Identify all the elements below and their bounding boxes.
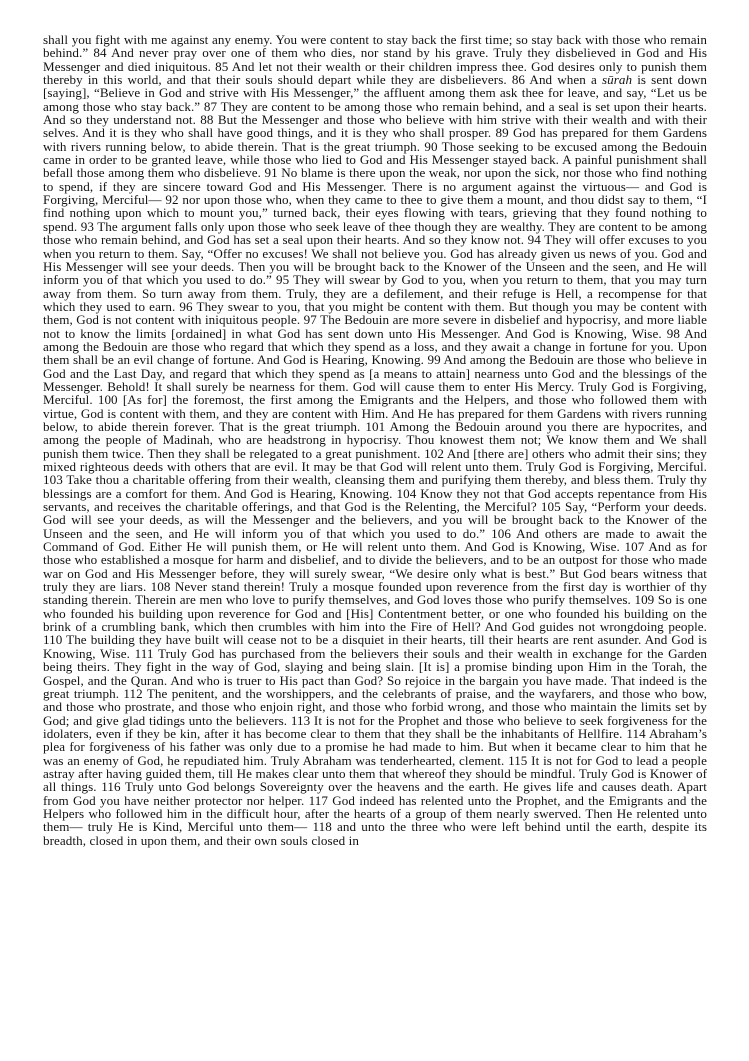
body-paragraph [43,33,707,847]
body-text-before-italic: shall you fight with me against any enemy. You were content to stay back the first time; so stay back with those who remain behind.” 84 And never pray over one of them who dies, nor stand by his grave. Truly they disbelieved in God and His Messenger and died iniquitous. 85 And let not their wealth or their children impress thee. God desires only to punish them thereby in this world, and that their souls should depart while they are disbelievers. 86 And when a [43,32,707,88]
italic-transliterated-term: sūrah [601,72,633,88]
body-text-after-italic: is sent down [saying], “Believe in God and strive with His Messenger,” the affluent among them ask thee for leave, and say, “Let us be among those who stay back.” 87 They are content to be among those who remain behind, and a seal is set upon their hearts. And so they understand not. 88 But the Messenger and those who believe with him strive with their wealth and with their selves. And it is they who shall have good things, and it is they who shall prosper. 89 God has prepared for them Gardens with rivers running below, to abide therein. That is the great triumph. 90 Those seeking to be excused among the Bedouin came in order to be granted leave, while those who lied to God and His Messenger stayed back. A painful punishment shall befall those among them who disbelieve. 91 No blame is there upon the weak, nor upon the sick, nor those who find nothing to spend, if they are sincere toward God and His Messenger. There is no argument against the virtuous— and God is Forgiving, Merciful— 92 nor upon those who, when they came to thee to give them a mount, and thou didst say to them, “I find nothing upon which to mount you,” turned back, their eyes flowing with tears, grieving that they found nothing to spend. 93 The argument falls only upon those who seek leave of thee though they are wealthy. They are content to be among those who remain behind, and God has set a seal upon their hearts. And so they know not. 94 They will offer excuses to you when you return to them. Say, “Offer no excuses! We shall not believe you. God has already given us news of you. God and His Messenger will see your deeds. Then you will be brought back to the Knower of the Unseen and the seen, and He will inform you of that which you used to do.” 95 They will swear by God to you, when you return to them, that you may turn away from them. So turn away from them. Truly, they are a defilement, and their refuge is Hell, a recompense for that which they used to earn. 96 They swear to you, that you might be content with them. But though you may be content with them, God is not content with iniquitous people. 97 The Bedouin are more severe in disbelief and hypocrisy, and more liable not to know the limits [ordained] in what God has sent down unto His Messenger. And God is Knowing, Wise. 98 And among the Bedouin are those who regard that which they spend as a loss, and they await a change in fortune for you. Upon them shall be an evil change of fortune. And God is Hearing, Knowing. 99 And among the Bedouin are those who believe in God and the Last Day, and regard that which they spend as [a means to attain] nearness unto God and the blessings of the Messenger. Behold! It shall surely be nearness for them. God will cause them to enter His Mercy. Truly God is Forgiving, Merciful. 100 [As for] the foremost, the first among the Emigrants and the Helpers, and those who followed them with virtue, God is content with them, and they are content with Him. And He has prepared for them Gardens with rivers running below, to abide therein forever. That is the great triumph. 101 Among the Bedouin around you there are hypocrites, and among the people of Madinah, who are headstrong in hypocrisy. Thou knowest them not; We know them and We shall punish them twice. Then they shall be relegated to a great punishment. 102 And [there are] others who admit their sins; they mixed righteous deeds with others that are evil. It may be that God will relent unto them. Truly God is Forgiving, Merciful. 103 Take thou a charitable offering from their wealth, cleansing them and purifying them thereby, and bless them. Truly thy blessings are a comfort for them. And God is Hearing, Knowing. 104 Know they not that God accepts repentance from His servants, and receives the charitable offerings, and that God is the Relenting, the Merciful? 105 Say, “Perform your deeds. God will see your deeds, as will the Messenger and the believers, and you will be brought back to the Knower of the Unseen and the seen, and He will inform you of that which you used to do.” 106 And others are made to await the Command of God. Either He will punish them, or He will relent unto them. And God is Knowing, Wise. 107 And as for those who established a mosque for harm and disbelief, and to divide the believers, and to be an outpost for those who made war on God and His Messenger before, they will surely swear, “We desire only what is best.” But God bears witness that truly they are liars. 108 Never stand therein! Truly a mosque founded upon reverence from the first day is worthier of thy standing therein. Therein are men who love to purify themselves, and God loves those who purify themselves. 109 So is one who founded his building upon reverence for God and [His] Contentment better, or one who founded his building on the brink of a crumbling bank, which then crumbles with him into the Fire of Hell? And God guides not wrongdoing people. 110 The building they have built will cease not to be a disquiet in their hearts, till their hearts are rent asunder. And God is Knowing, Wise. 111 Truly God has purchased from the believers their souls and their wealth in exchange for the Garden being theirs. They fight in the way of God, slaying and being slain. [It is] a promise binding upon Him in the Torah, the Gospel, and the Quran. And who is truer to His pact than God? So rejoice in the bargain you have made. That indeed is the great triumph. 112 The penitent, and the worshippers, and the celebrants of praise, and the wayfarers, and those who bow, and those who prostrate, and those who enjoin right, and those who forbid wrong, and those who maintain the limits set by God; and give glad tidings unto the believers. 113 It is not for the Prophet and those who believe to seek forgiveness for the idolaters, even if they be kin, after it has become clear to them that they shall be the inhabitants of Hellfire. 114 Abraham’s plea for forgiveness of his father was only due to a promise he had made to him. But when it became clear to him that he was an enemy of God, he repudiated him. Truly Abraham was tenderhearted, clement. 115 It is not for God to lead a people astray after having guided them, till He makes clear unto them that whereof they should be mindful. Truly God is Knower of all things. 116 Truly unto God belongs Sovereignty over the heavens and the earth. He gives life and causes death. Apart from God you have neither protector nor helper. 117 God indeed has relented unto the Prophet, and the Emigrants and the Helpers who followed him in the difficult hour, after the hearts of a group of them nearly swerved. Then He relented unto them— truly He is Kind, Merciful unto them— 118 and unto the three who were left behind until the earth, despite its breadth, closed in upon them, and their own souls closed in [43,72,708,848]
body-text-column [43,33,707,847]
